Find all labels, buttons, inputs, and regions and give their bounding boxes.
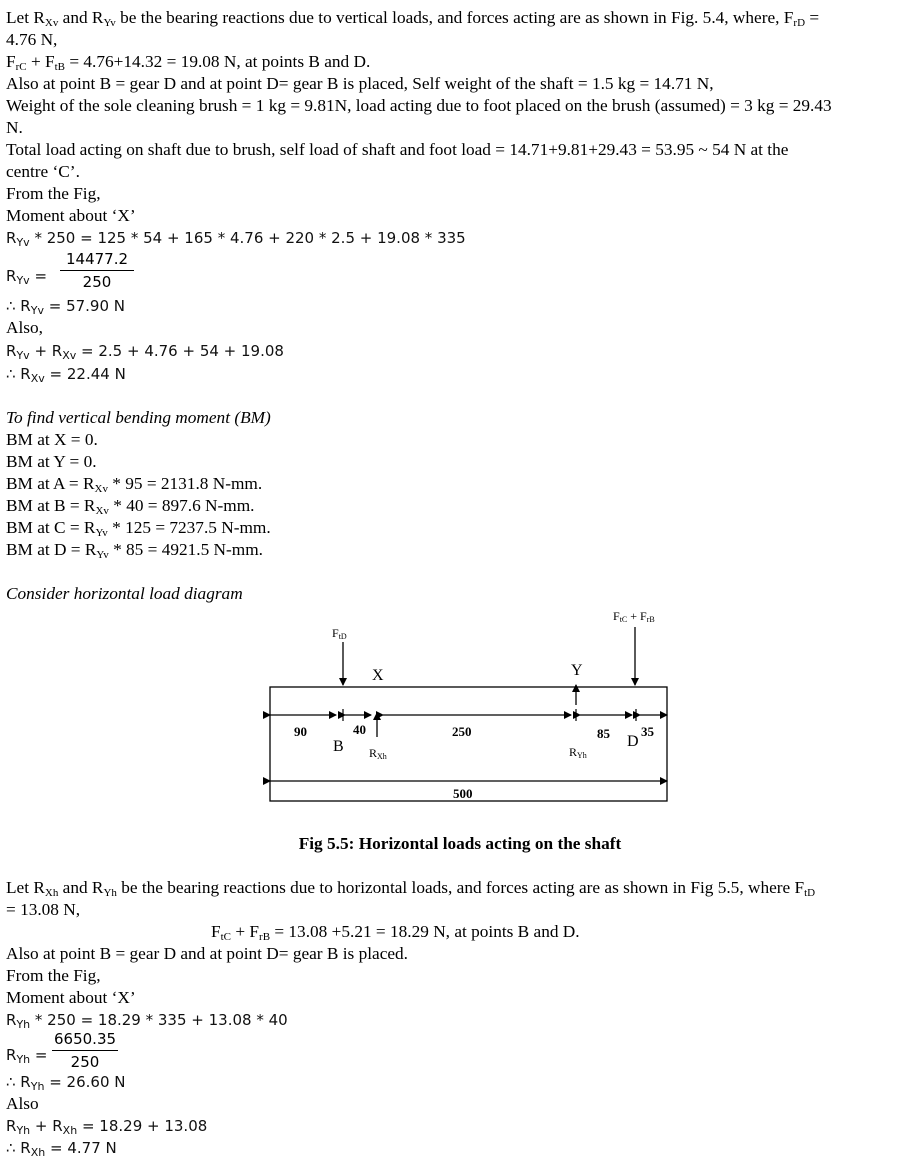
figure-caption: Fig 5.5: Horizontal loads acting on the shaft	[298, 834, 622, 853]
dim-500: 500	[453, 786, 473, 801]
label-ryh: RYh	[569, 745, 587, 760]
bm-at-x: BM at X = 0.	[6, 430, 98, 449]
sum-equation-vertical: $R_{Yv} + R_{Xv} = 2.5 + 4.76 + 54 + 19.08$	[6, 342, 284, 362]
hcalc-line-4: Also at point B = gear D and at point D= gear B is placed.	[6, 944, 408, 963]
label-rxh: RXh	[369, 746, 387, 761]
dim-40: 40	[353, 722, 366, 737]
sum-equation-horizontal: $R_{Yh} + R_{Xh} = 18.29 + 13.08$	[6, 1117, 208, 1137]
hcalc-line-3: $F_{tC} + F_{rB} = 13.08 +5.21 = 18.29$ N, at points B and D.	[211, 922, 580, 943]
dim-85: 85	[597, 726, 610, 741]
bm-at-b: BM at $B = R_{Xv} * 40 = 897.6$ N-mm.	[6, 496, 255, 517]
hcalc-line-2: = 13.08 N,	[6, 900, 81, 919]
label-b: B	[333, 738, 344, 755]
moment-equation-vertical: $R_{Yv} * 250 = 125 * 54 + 165 * 4.76 + 220 * 2.5 + 19.08 * 335$	[6, 229, 466, 249]
hcalc-line-5: From the Fig,	[6, 966, 101, 985]
bm-at-c: BM at $C = R_{Yv} * 125 = 7237.5$ N-mm.	[6, 518, 271, 539]
label-ftd: FtD	[332, 626, 347, 641]
horizontal-load-diagram	[0, 605, 920, 805]
dim-90: 90	[294, 724, 307, 739]
intro-line-6: N.	[6, 118, 23, 137]
bm-at-a: BM at $A = R_{Xv} * 95 = 2131.8$ N-mm.	[6, 474, 263, 495]
label-y: Y	[571, 662, 583, 679]
intro-line-1: Let $R_{Xv}$ and $R_{Yv}$ be the bearing reactions due to vertical loads, and forces acting are as shown in Fig. 5.4, where, $F_{rD}$ =	[6, 8, 820, 29]
intro-line-4: Also at point B = gear D and at point D= gear B is placed, Self weight of the shaft = 1.5 kg = 14.71 N,	[6, 74, 714, 93]
hcalc-line-1: Let $R_{Xh}$ and $R_{Yh}$ be the bearing reactions due to horizontal loads, and forces acting are as shown in Fig 5.5, where $F_{tD}$	[6, 878, 816, 899]
label-ftc-frb: FtC + FrB	[613, 609, 655, 624]
result-rxv: ∴ $R_{Xv} = 22.44$ N	[6, 365, 126, 385]
intro-line-5: Weight of the sole cleaning brush = 1 kg = 9.81N, load acting due to foot placed on the brush (assumed) = 3 kg = 29.43	[6, 96, 832, 115]
result-rxh: ∴ $R_{Xh} = 4.77$ N	[6, 1139, 117, 1159]
fraction-vertical	[60, 250, 134, 291]
fraction-lhs-vertical: $R_{Yv}$ =	[6, 267, 48, 287]
fraction-horizontal	[52, 1030, 118, 1071]
fraction-numerator: 6650.35	[52, 1030, 118, 1051]
shaft-outline	[270, 687, 667, 801]
bm-at-d: BM at $D = R_{Yv} * 85 = 4921.5$ N-mm.	[6, 540, 263, 561]
dim-35: 35	[641, 724, 654, 739]
fraction-numerator: 14477.2	[60, 250, 134, 271]
intro-line-10: Moment about ‘X’	[6, 206, 136, 225]
intro-line-3: $F_{rC} + F_{tB} = 4.76+14.32 = 19.08$ N, at points B and D.	[6, 52, 371, 73]
result-ryh: ∴ $R_{Yh} = 26.60$ N	[6, 1073, 126, 1093]
also-label-horizontal: Also	[6, 1094, 39, 1113]
intro-line-2: 4.76 N,	[6, 30, 58, 49]
bm-at-y: BM at Y = 0.	[6, 452, 97, 471]
moment-equation-horizontal: $R_{Yh} * 250 = 18.29 * 335 + 13.08 * 40$	[6, 1011, 288, 1031]
result-ryv: ∴ $R_{Yv} = 57.90$ N	[6, 297, 126, 317]
intro-line-8: centre ‘C’.	[6, 162, 80, 181]
intro-line-7: Total load acting on shaft due to brush, self load of shaft and foot load = 14.71+9.81+29.43 = 53.95 ~ 54 N at the	[6, 140, 789, 159]
also-label: Also,	[6, 318, 43, 337]
bm-heading: To find vertical bending moment (BM)	[6, 408, 271, 427]
hcalc-line-6: Moment about ‘X’	[6, 988, 136, 1007]
intro-line-9: From the Fig,	[6, 184, 101, 203]
fraction-denominator: 250	[70, 1053, 100, 1071]
fraction-lhs-horizontal: $R_{Yh}$ =	[6, 1046, 48, 1066]
label-d: D	[627, 733, 639, 750]
horizontal-heading: Consider horizontal load diagram	[6, 584, 243, 603]
fraction-denominator: 250	[82, 273, 112, 291]
label-x: X	[372, 667, 384, 684]
dim-250: 250	[452, 724, 472, 739]
